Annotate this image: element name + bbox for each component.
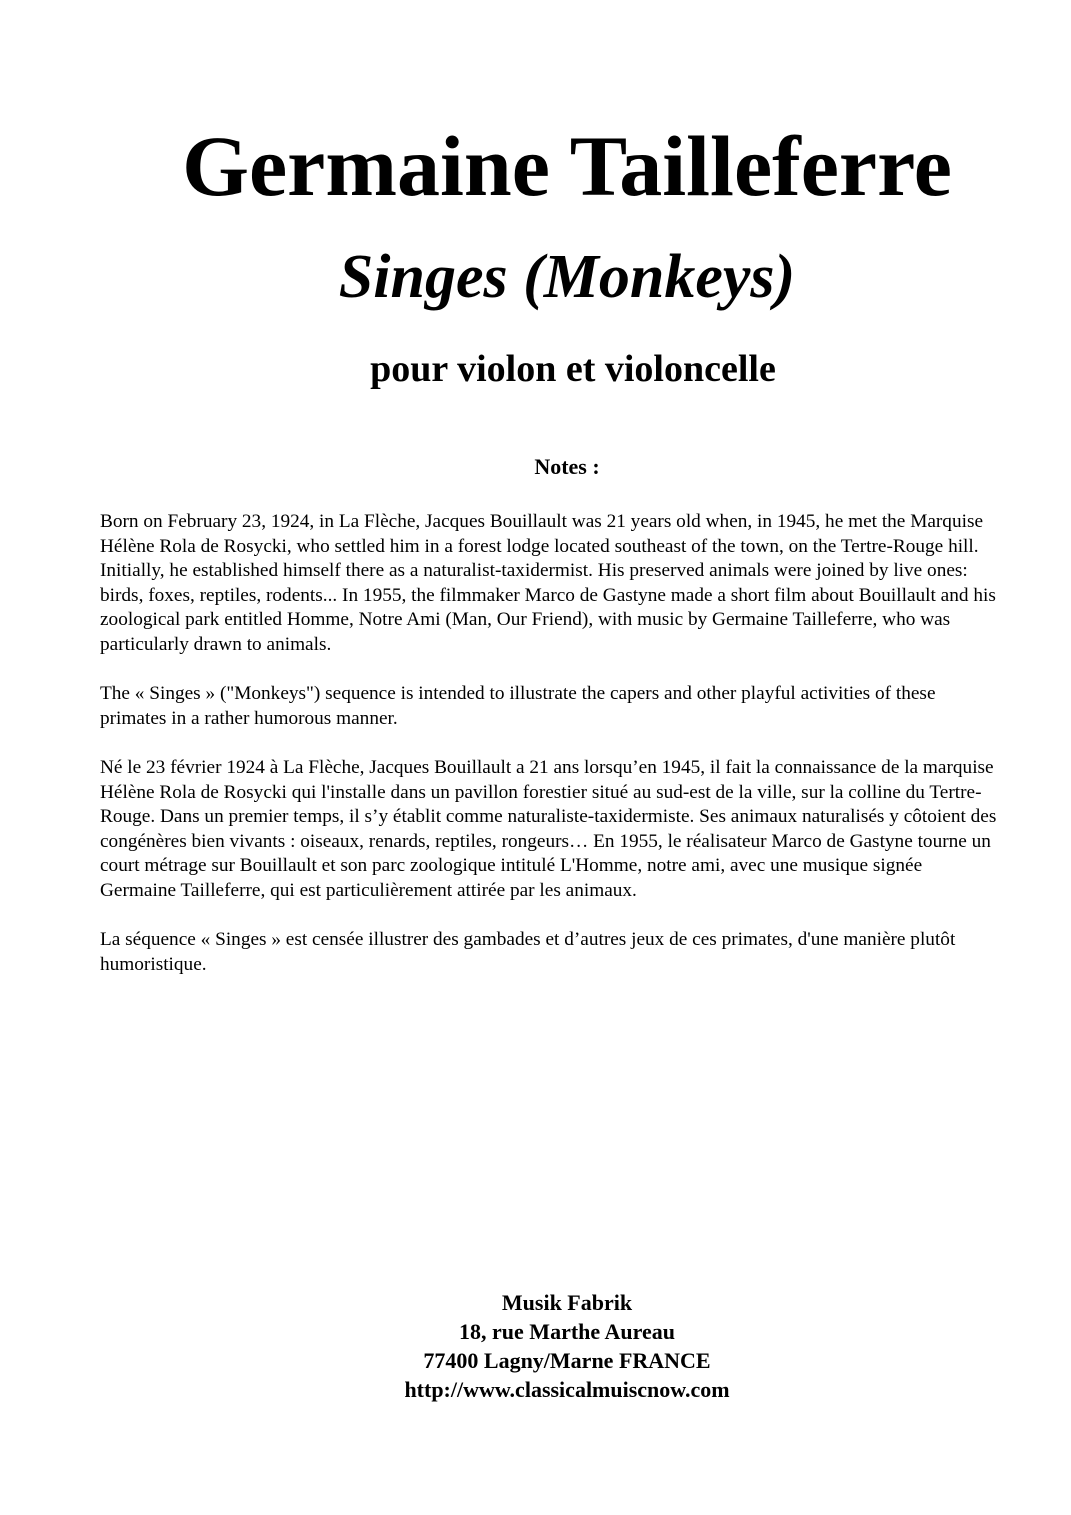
work-title: Singes (Monkeys)	[338, 243, 796, 311]
instrumentation-subtitle: pour violon et violoncelle	[370, 348, 776, 390]
notes-heading: Notes :	[534, 454, 600, 479]
notes-paragraph-english-1: Born on February 23, 1924, in La Flèche, Jacques Bouillault was 21 years old when, in 1945, he met the Marquise Hélène Rola de Rosycki, who settled him in a forest lodge located southeast of the town, on the Tertre-Rouge hill. Initially, he established himself there as a naturalist-taxidermist. His preserved animals were joined by live ones: birds, foxes, reptiles, rodents... In 1955, the filmmaker Marco de Gastyne made a short film about Bouillault and his zoological park entitled Homme, Notre Ami (Man, Our Friend), with music by Germaine Tailleferre, who was particularly drawn to animals.	[100, 511, 996, 655]
notes-paragraph-french-2: La séquence « Singes » est censée illustrer des gambades et d’autres jeux de ces primates, d'une manière plutôt humoristique.	[100, 929, 956, 975]
publisher-name: Musik Fabrik	[501, 1290, 633, 1315]
composer-name: Germaine Tailleferre	[182, 118, 952, 214]
publisher-city: 77400 Lagny/Marne FRANCE	[423, 1348, 711, 1373]
notes-paragraph-french-1: Né le 23 février 1924 à La Flèche, Jacques Bouillault a 21 ans lorsqu’en 1945, il fait la connaissance de la marquise Hélène Rola de Rosycki qui l'installe dans un pavillon forestier situé au sud-est de la ville, sur la colline du Tertre-Rouge. Dans un premier temps, il s’y établit comme naturaliste-taxidermiste. Ses animaux naturalisés y côtoient des congénères bien vivants : oiseaux, renards, reptiles, rongeurs… En 1955, le réalisateur Marco de Gastyne tourne un court métrage sur Bouillault et son parc zoologique intitulé L'Homme, notre ami, avec une musique signée Germaine Tailleferre, qui est particulièrement attirée par les animaux.	[100, 756, 997, 901]
publisher-website: http://www.classicalmuiscnow.com	[404, 1377, 730, 1402]
publisher-street: 18, rue Marthe Aureau	[459, 1319, 675, 1344]
publisher-block	[0, 1288, 1071, 1404]
notes-body	[100, 510, 1000, 1002]
notes-paragraph-english-2: The « Singes » ("Monkeys") sequence is intended to illustrate the capers and other playful activities of these primates in a rather humorous manner.	[100, 683, 936, 729]
